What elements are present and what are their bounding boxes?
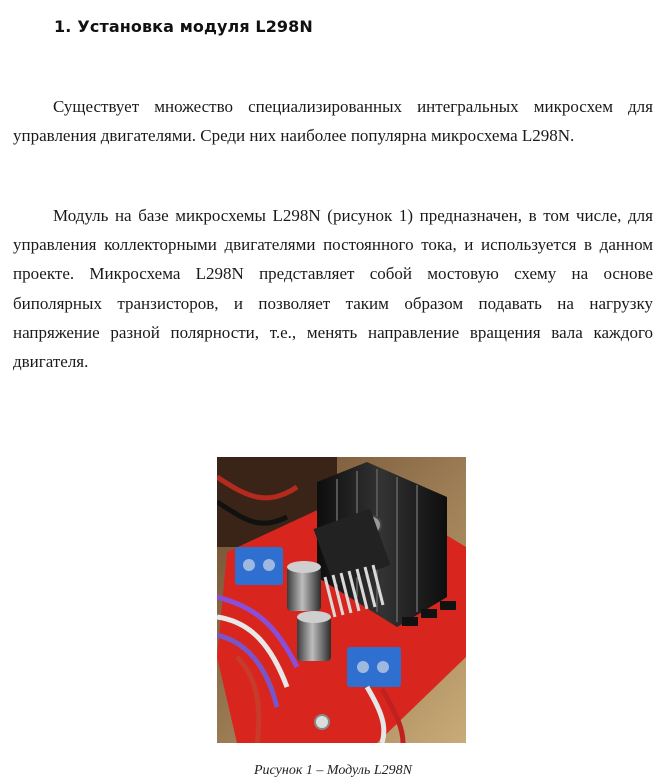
figure-l298n-photo: [217, 457, 466, 743]
paragraph-intro: Существует множество специализированных интегральных микросхем для управления двигателями. Среди них наиболее популярна микросхема L298N.: [13, 97, 653, 146]
figure-caption: Рисунок 1 – Модуль L298N: [254, 763, 412, 778]
capacitor-top: [287, 561, 321, 611]
terminal-block-left: [235, 547, 283, 585]
l298n-module-illustration: [217, 457, 466, 743]
section-number: 1.: [54, 17, 72, 36]
terminal-block-bottom: [347, 647, 401, 687]
capacitor-bottom: [297, 611, 331, 661]
section-heading: [54, 17, 313, 36]
paragraph-module-description: Модуль на базе микросхемы L298N (рисунок 1) предназначен, в том числе, для управления коллекторными двигателями постоянного тока, и используется в данном проекте. Микросхема L298N представляет собой мостовую схему на основе биполярных транзисторов, и позволяет таким образом подавать на нагрузку напряжение разной полярности, т.е., менять направление вращения вала каждого двигателя.: [13, 206, 653, 372]
section-title: Установка модуля L298N: [77, 17, 313, 36]
